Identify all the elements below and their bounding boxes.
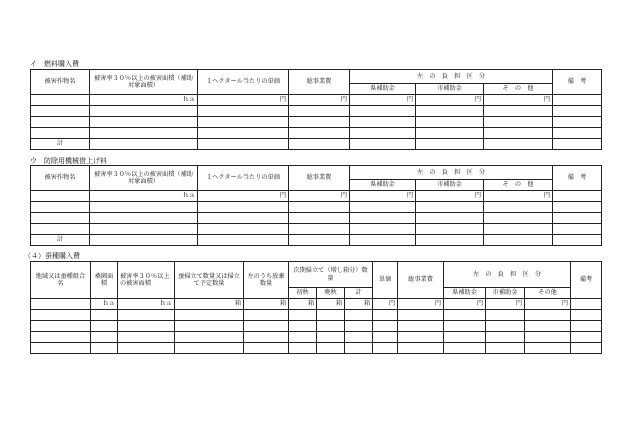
header-total: 総事業費 xyxy=(289,166,350,191)
machine-rental-table xyxy=(30,165,602,246)
unit-ha: ｈａ xyxy=(90,191,198,202)
unit-yen: 円 xyxy=(198,95,289,106)
header-burden: 左 の 負 担 区 分 xyxy=(350,70,553,84)
silkworm-eggs-table xyxy=(30,261,602,354)
unit-ha: ｈａ xyxy=(90,95,198,106)
header-abandon-quantity: 左のうち放棄数量 xyxy=(244,262,289,299)
unit-box: 箱 xyxy=(317,299,345,310)
header-sum: 計 xyxy=(345,288,373,299)
unit-yen: 円 xyxy=(525,299,571,310)
header-burden: 左 の 負 担 区 分 xyxy=(350,166,553,180)
header-other: そ の 他 xyxy=(484,84,553,95)
header-remarks: 備考 xyxy=(571,262,602,299)
table-row xyxy=(31,299,602,310)
header-damage-area: 被害率３０％以上の被害面積 xyxy=(118,262,175,299)
header-city: 市補助金 xyxy=(416,180,484,191)
header-city: 市補助金 xyxy=(486,288,525,299)
total-label: 計 xyxy=(31,235,90,246)
table-row xyxy=(31,321,602,332)
unit-yen: 円 xyxy=(289,191,350,202)
unit-box: 箱 xyxy=(345,299,373,310)
header-early-autumn: 初秋 xyxy=(289,288,317,299)
unit-yen: 円 xyxy=(484,95,553,106)
header-area: 被害率３０％以上の被害面積（補助対象面積） xyxy=(90,70,198,95)
table-row xyxy=(31,202,602,213)
unit-yen: 円 xyxy=(289,95,350,106)
unit-yen: 円 xyxy=(486,299,525,310)
header-pref: 県補助金 xyxy=(350,84,416,95)
header-area: 被害率３０％以上の被害面積（補助対象面積） xyxy=(90,166,198,191)
unit-yen: 円 xyxy=(416,95,484,106)
table-row xyxy=(31,213,602,224)
table-row xyxy=(31,95,602,106)
unit-yen: 円 xyxy=(198,191,289,202)
header-remarks: 備 考 xyxy=(553,70,602,95)
table-row xyxy=(31,310,602,321)
total-row xyxy=(31,139,602,150)
section-title-fuel: イ 燃料購入費 xyxy=(30,60,79,68)
unit-yen: 円 xyxy=(373,299,398,310)
table-row xyxy=(31,332,602,343)
table-row xyxy=(31,128,602,139)
header-other: その他 xyxy=(525,288,571,299)
header-hakitate-quantity: 蚕掃立て数量又は掃立て予定数量 xyxy=(175,262,244,299)
table-row xyxy=(31,117,602,128)
unit-box: 箱 xyxy=(175,299,244,310)
table-row xyxy=(31,343,602,354)
header-total: 総事業費 xyxy=(289,70,350,95)
unit-box: 箱 xyxy=(289,299,317,310)
unit-box: 箱 xyxy=(244,299,289,310)
header-crop: 被害作物名 xyxy=(31,70,90,95)
unit-ha: ｈａ xyxy=(118,299,175,310)
unit-yen: 円 xyxy=(444,299,486,310)
unit-yen: 円 xyxy=(350,95,416,106)
header-remarks: 備 考 xyxy=(553,166,602,191)
header-mulberry-area: 桑園面積 xyxy=(91,262,118,299)
header-unit-price: １ヘクタール当たりの単価 xyxy=(198,166,289,191)
unit-ha: ｈａ xyxy=(91,299,118,310)
header-burden: 左 の 負 担 区 分 xyxy=(444,262,571,288)
section-title-machine-rental: ウ 防除用機械借上げ料 xyxy=(30,157,107,165)
header-unit-price: 単価 xyxy=(373,262,398,299)
header-pref: 県補助金 xyxy=(444,288,486,299)
header-pref: 県補助金 xyxy=(350,180,416,191)
header-region: 地域又は蚕種組合名 xyxy=(31,262,91,299)
table-row xyxy=(31,191,602,202)
fuel-table xyxy=(30,69,602,150)
section-title-silkworm-eggs: （４）蚕種購入費 xyxy=(24,252,80,260)
header-other: そ の 他 xyxy=(484,180,553,191)
table-row xyxy=(31,224,602,235)
header-unit-price: １ヘクタール当たりの単価 xyxy=(198,70,289,95)
total-row xyxy=(31,235,602,246)
unit-yen: 円 xyxy=(416,191,484,202)
table-row xyxy=(31,106,602,117)
total-label: 計 xyxy=(31,139,90,150)
unit-yen: 円 xyxy=(350,191,416,202)
header-city: 市補助金 xyxy=(416,84,484,95)
header-late-autumn: 晩秋 xyxy=(317,288,345,299)
unit-yen: 円 xyxy=(398,299,444,310)
header-total: 総事業費 xyxy=(398,262,444,299)
unit-yen: 円 xyxy=(484,191,553,202)
header-crop: 被害作物名 xyxy=(31,166,90,191)
header-next-quantity: 次期掃立て（増し箱分）数量 xyxy=(289,262,373,288)
